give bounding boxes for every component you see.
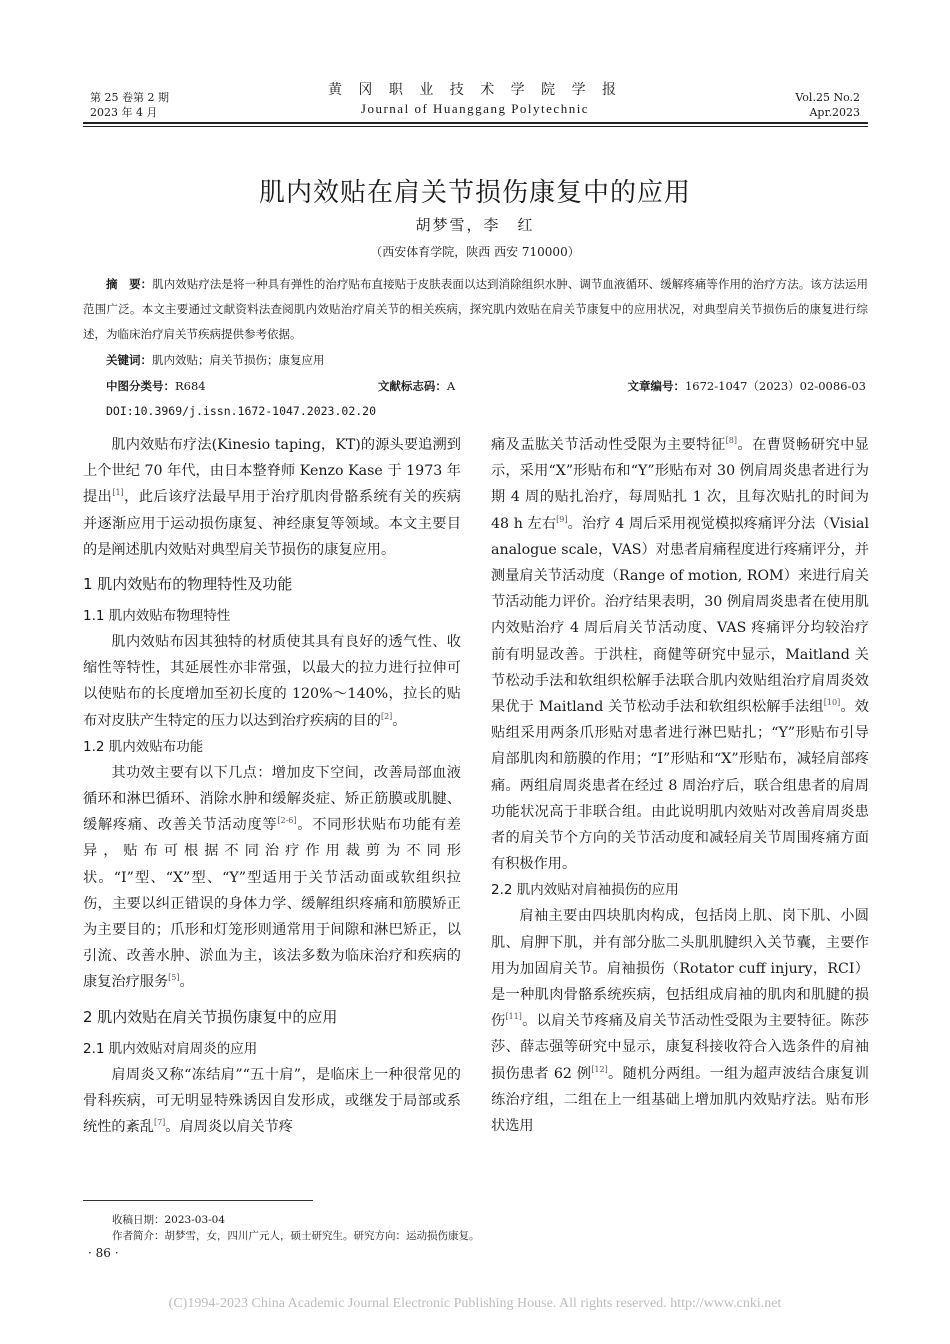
paragraph: 肌内效贴布因其独特的材质使其具有良好的透气性、收缩性等特性，其延展性亦非常强，以最大的拉力进行拉伸可以使贴布的长度增加至初长度的 120%～140%，拉长的贴布对皮肤产生特定的压力以达到治疗疾病的目的[2]。 (83, 634, 461, 729)
author-bio: 作者简介：胡梦雪，女，四川广元人，硕士研究生。研究方向：运动损伤康复。 (112, 1230, 480, 1242)
header-rule (83, 122, 868, 124)
subsection-heading: 1.2 肌内效贴布功能 (83, 738, 204, 755)
journal-title-cn: 黄 冈 职 业 技 术 学 院 学 报 (327, 82, 623, 98)
header-volume-en: Vol.25 No.2 Apr.2023 (795, 91, 860, 119)
subsection-heading: 1.1 肌内效贴布物理特性 (83, 608, 231, 625)
footnote-rule (83, 1200, 313, 1201)
header-rule-thin (83, 126, 868, 127)
article-number: 文章编号：1672-1047（2023）02-0086-03 (627, 379, 866, 393)
abstract-label: 摘 要： (106, 277, 153, 291)
clc: 中图分类号：R684 (106, 379, 206, 393)
classification-row (106, 378, 866, 394)
abstract-text: 肌内效贴疗法是将一种具有弹性的治疗贴布直接贴于皮肤表面以达到消除组织水肿、调节血液循环、缓解疼痛等作用的治疗方法。该方法运用范围广泛。本文主要通过文献资料法查阅肌内效贴治疗肩关节的相关疾病，探究肌内效贴在肩关节康复中的应用状况，对典型肩关节损伤后的康复进行综述，为临床治疗肩关节疾病提供参考依据。 (83, 277, 868, 341)
header-volume-cn: 第 25 卷第 2 期 2023 年 4 月 (90, 91, 169, 119)
doc-code: 文献标志码：A (377, 379, 456, 393)
subsection-heading: 2.2 肌内效贴对肩袖损伤的应用 (491, 882, 679, 899)
footnote (112, 1212, 480, 1244)
keywords: 关键词：肌内效贴；肩关节损伤；康复应用 (106, 353, 325, 367)
journal-title-en: Journal of Huanggang Polytechnic (360, 101, 590, 116)
paragraph: 肩周炎又称“冻结肩”“五十肩”，是临床上一种很常见的骨科疾病，可无明显特殊诱因自发形成，或继发于局部或系统性的紊乱[7]。肩周炎以肩关节疼 (83, 1066, 461, 1136)
doi[interactable]: DOI:10.3969/j.issn.1672-1047.2023.02.20 (106, 404, 377, 418)
subsection-heading: 2.1 肌内效贴对肩周炎的应用 (83, 1040, 258, 1057)
paragraph: 痛及盂肱关节活动性受限为主要特征[8]。在曹贤畅研究中显示，采用“X”形贴布和“Y”形贴布对 30 例肩周炎患者进行为期 4 周的贴扎治疗，每周贴扎 1 次，且每次贴扎的时间为 48 h 左右[9]。治疗 4 周后采用视觉模拟疼痛评分法（Visial analogue scale，VAS）对患者肩痛程度进行疼痛评分，并测量肩关节活动度（Range of motion, ROM）来进行肩关节活动能力评价。治疗结果表明，30 例肩周炎患者在使用肌内效贴治疗 4 周后肩关节活动度、VAS 疼痛评分均较治疗前有明显改善。于洪柱，商健等研究中显示，Maitland 关节松动手法和软组织松解手法联合肌内效贴组治疗肩周炎效果优于 Maitland 关节松动手法和软组织松解手法组[10]。效贴组采用两条爪形贴对患者进行淋巴贴扎；“Y”形贴布引导肩部肌肉和筋膜的作用；“I”形贴和“X”形贴布，减轻肩部疼痛。两组肩周炎患者在经过 8 周治疗后，联合组患者的肩周功能状况高于非联合组。由此说明肌内效贴对改善肩周炎患者的肩关节个方向的关节活动度和减轻肩关节周围疼痛方面有积极作用。 (491, 436, 869, 873)
page-number: · 86 · (88, 1246, 119, 1260)
article-authors: 胡梦雪，李 红 (415, 216, 535, 234)
section-heading: 2 肌内效贴在肩关节损伤康复中的应用 (83, 1007, 338, 1026)
received-date: 收稿日期：2023-03-04 (112, 1214, 226, 1226)
left-column (83, 432, 461, 1140)
article-title: 肌内效贴在肩关节损伤康复中的应用 (258, 178, 691, 208)
article-affiliation: （西安体育学院，陕西 西安 710000） (370, 245, 580, 259)
paragraph-intro: 肌内效贴布疗法(Kinesio taping，KT)的源头要追溯到上个世纪 70 年代，由日本整脊师 Kenzo Kase 于 1973 年提出[1]，此后该疗法最早用于治疗肌肉骨骼系统有关的疾病并逐渐应用于运动损伤康复、神经康复等领域。本文主要目的是阐述肌内效贴对典型肩关节损伤的康复应用。 (83, 437, 461, 558)
right-column (491, 432, 869, 1139)
paragraph: 其功效主要有以下几点：增加皮下空间，改善局部血液循环和淋巴循环、消除水肿和缓解炎症、矫正筋膜或肌腱、缓解疼痛、改善关节活动度等[2-6]。不同形状贴布功能有差异，贴布可根据不同治疗作用裁剪为不同形状。“I”型、“X”型、“Y”型适用于关节活动面或软组织拉伤，主要以纠正错误的身体力学、缓解组织疼痛和筋膜矫正为主要目的；爪形和灯笼形则通常用于间隙和淋巴矫正，以引流、改善水肿、淤血为主，该法多数为临床治疗和疾病的康复治疗服务[5]。 (83, 764, 461, 991)
abstract (83, 272, 868, 347)
section-heading: 1 肌内效贴布的物理特性及功能 (83, 575, 293, 594)
copyright-watermark: (C)1994-2023 China Academic Journal Electronic Publishing House. All rights reserved. http://www.cnki.net (168, 1296, 782, 1311)
paragraph: 肩袖主要由四块肌肉构成，包括岗上肌、岗下肌、小圆肌、肩胛下肌，并有部分肱二头肌肌腱织入关节囊，主要作用为加固肩关节。肩袖损伤（Rotator cuff injury，RCI）是一种肌肉骨骼系统疾病，包括组成肩袖的肌肉和肌腱的损伤[11]。以肩关节疼痛及肩关节活动性受限为主要特征。陈莎莎、薛志强等研究中显示，康复科接收符合入选条件的肩袖损伤患者 62 例[12]。随机分两组。一组为超声波结合康复训练治疗组，二组在上一组基础上增加肌内效贴疗法。贴布形状选用 (491, 908, 869, 1135)
